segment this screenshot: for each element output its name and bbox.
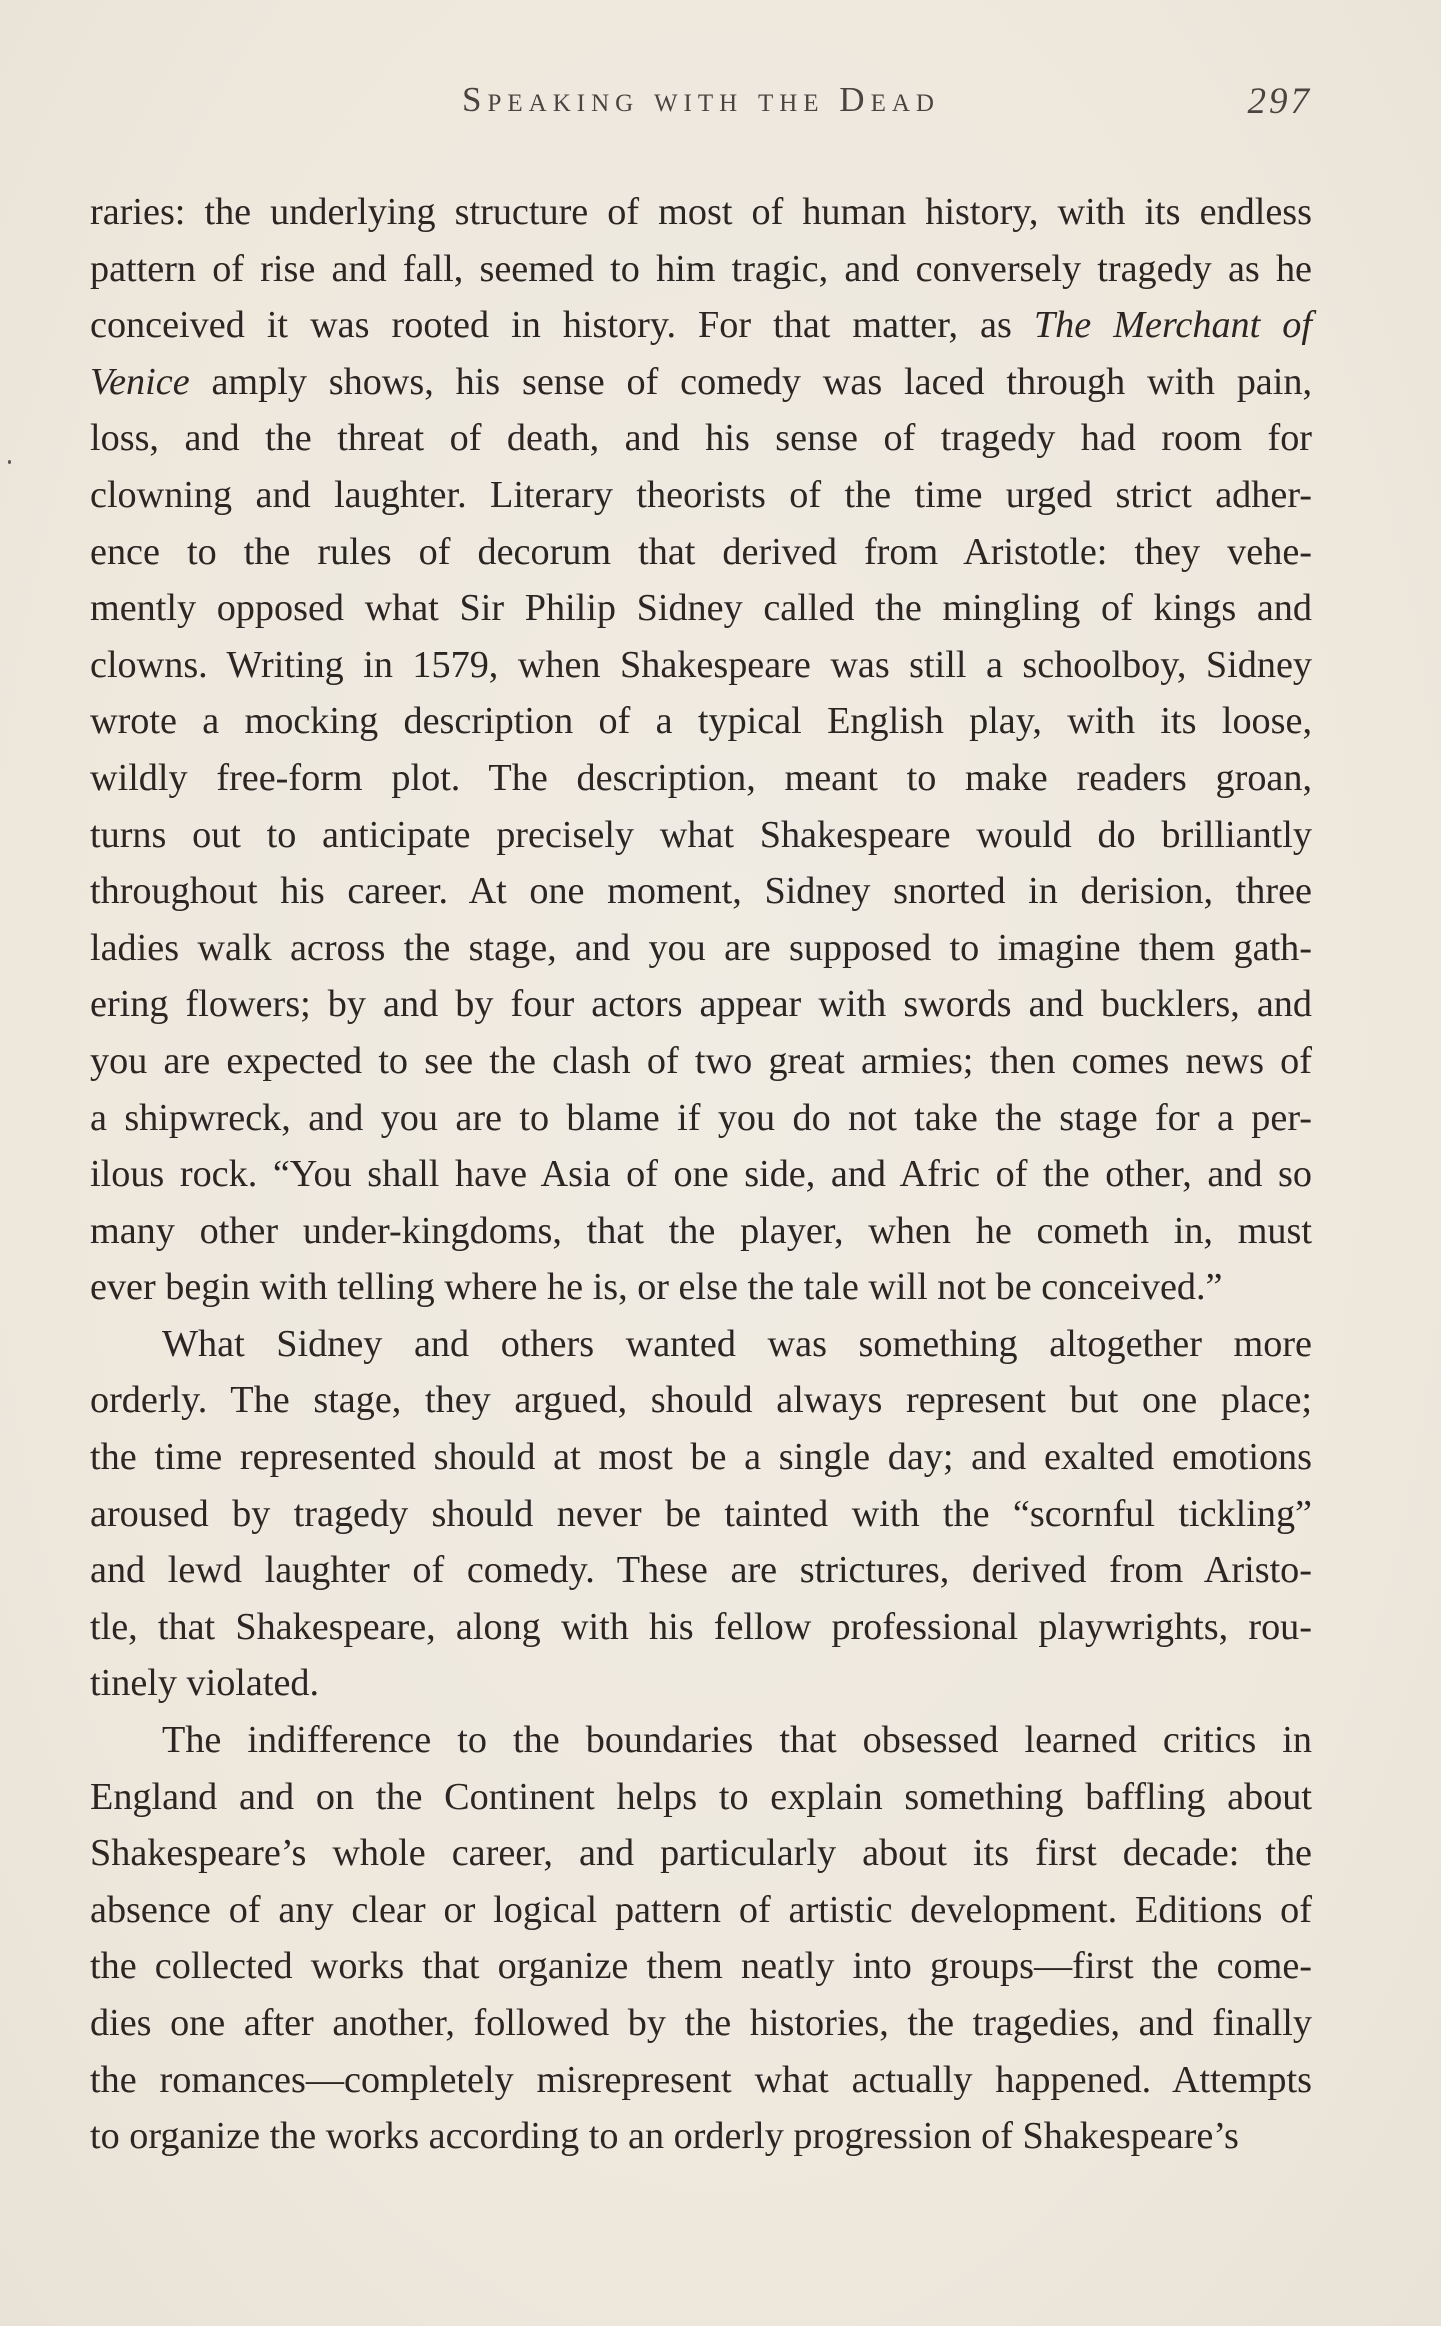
text-line: [90, 297, 1312, 354]
text-run: amply shows, his sense of comedy was laced through with pain,: [189, 360, 1312, 403]
text-run: aroused by tragedy should never be tainted with the “scornful tickling”: [90, 1492, 1312, 1535]
text-line: [90, 524, 1312, 581]
text-line: [90, 1995, 1312, 2052]
text-run: Shakespeare’s whole career, and particularly about its first decade: the: [90, 1832, 1312, 1875]
text-run: a shipwreck, and you are to blame if you do not take the stage for a per-: [90, 1096, 1312, 1139]
text-line: [90, 2108, 1312, 2165]
text-run: England and on the Continent helps to explain something baffling about: [90, 1775, 1312, 1818]
text-run: orderly. The stage, they argued, should always represent but one place;: [90, 1379, 1312, 1422]
text-run: wildly free-form plot. The description, meant to make readers groan,: [90, 756, 1312, 799]
text-line: [90, 1090, 1312, 1147]
text-run: you are expected to see the clash of two great armies; then comes news of: [90, 1039, 1312, 1082]
text-line: [90, 1146, 1312, 1203]
text-line: [90, 410, 1312, 467]
running-title: Speaking with the Dead: [462, 80, 940, 119]
text-run: dies one after another, followed by the histories, the tragedies, and finally: [90, 2002, 1312, 2044]
text-line: [90, 1882, 1312, 1939]
text-line: [90, 184, 1312, 241]
text-line: [90, 1486, 1312, 1543]
text-line: [90, 1599, 1312, 1656]
text-line: [90, 2052, 1312, 2109]
text-line: [90, 693, 1312, 750]
text-run: What Sidney and others wanted was something altogether more: [162, 1322, 1312, 1365]
running-head: [90, 80, 1312, 130]
text-run: to organize the works according to an orderly progression of Shakespeare’s: [90, 2115, 1239, 2158]
text-line: [90, 863, 1312, 920]
text-run: ence to the rules of decorum that derived from Aristotle: they vehe-: [90, 530, 1312, 573]
text-line: [90, 1938, 1312, 1995]
page-number: 297: [1247, 81, 1312, 122]
body-text: [90, 184, 1312, 2165]
text-run: mently opposed what Sir Philip Sidney called the mingling of kings and: [90, 587, 1312, 630]
paragraph: [90, 184, 1312, 1316]
text-run: the time represented should at most be a single day; and exalted emotions: [90, 1436, 1312, 1479]
paragraph: [90, 1316, 1312, 1712]
text-run: pattern of rise and fall, seemed to him tragic, and conversely tragedy as he: [90, 247, 1312, 290]
text-run: raries: the underlying structure of most of human history, with its endless: [90, 191, 1312, 233]
text-run: many other under-kingdoms, that the player, when he cometh in, must: [90, 1209, 1312, 1252]
text-line: [90, 1825, 1312, 1882]
text-run: the romances—completely misrepresent what actually happened. Attempts: [90, 2058, 1312, 2101]
text-run: turns out to anticipate precisely what Shakespeare would do brilliantly: [90, 813, 1312, 856]
text-line: [90, 580, 1312, 637]
text-line: [90, 807, 1312, 864]
paragraph: [90, 1712, 1312, 2165]
text-run: absence of any clear or logical pattern of artistic development. Editions of: [90, 1888, 1312, 1931]
text-line: [90, 750, 1312, 807]
text-line: [90, 976, 1312, 1033]
text-run: wrote a mocking description of a typical English play, with its loose,: [90, 700, 1312, 743]
text-run: tinely violated.: [90, 1662, 320, 1705]
text-line: [90, 1712, 1312, 1769]
text-run: tle, that Shakespeare, along with his fellow professional playwrights, rou-: [90, 1605, 1312, 1648]
text-run: clowns. Writing in 1579, when Shakespeare was still a schoolboy, Sidney: [90, 643, 1312, 686]
text-line: [90, 1033, 1312, 1090]
text-run: The indifference to the boundaries that obsessed learned critics in: [162, 1719, 1312, 1762]
text-line: [90, 637, 1312, 694]
text-line: [90, 1372, 1312, 1429]
text-line: [90, 1655, 1312, 1712]
text-run: clowning and laughter. Literary theorists of the time urged strict adher-: [90, 473, 1312, 516]
text-line: [90, 1542, 1312, 1599]
text-run: ering flowers; by and by four actors appear with swords and bucklers, and: [90, 983, 1312, 1026]
text-line: [90, 354, 1312, 411]
text-run: loss, and the threat of death, and his sense of tragedy had room for: [90, 417, 1312, 460]
text-line: [90, 1203, 1312, 1260]
text-run: ladies walk across the stage, and you are supposed to imagine them gath-: [90, 926, 1312, 969]
text-line: [90, 1769, 1312, 1826]
text-run: and lewd laughter of comedy. These are strictures, derived from Aristo-: [90, 1549, 1312, 1592]
text-line: [90, 241, 1312, 298]
text-run: the collected works that organize them neatly into groups—first the come-: [90, 1945, 1312, 1988]
text-line: [90, 467, 1312, 524]
italic-title: The Merchant of: [1033, 304, 1312, 347]
text-run: ever begin with telling where he is, or else the tale will not be conceived.”: [90, 1266, 1223, 1309]
text-line: [90, 920, 1312, 977]
text-line: [90, 1429, 1312, 1486]
italic-title: Venice: [90, 360, 190, 403]
text-run: throughout his career. At one moment, Sidney snorted in derision, three: [90, 870, 1312, 913]
stray-ink-mark: [8, 460, 11, 464]
text-line: [90, 1316, 1312, 1373]
text-line: [90, 1259, 1312, 1316]
text-run: ilous rock. “You shall have Asia of one side, and Afric of the other, and so: [90, 1153, 1312, 1196]
text-run: conceived it was rooted in history. For that matter, as: [90, 304, 1034, 347]
